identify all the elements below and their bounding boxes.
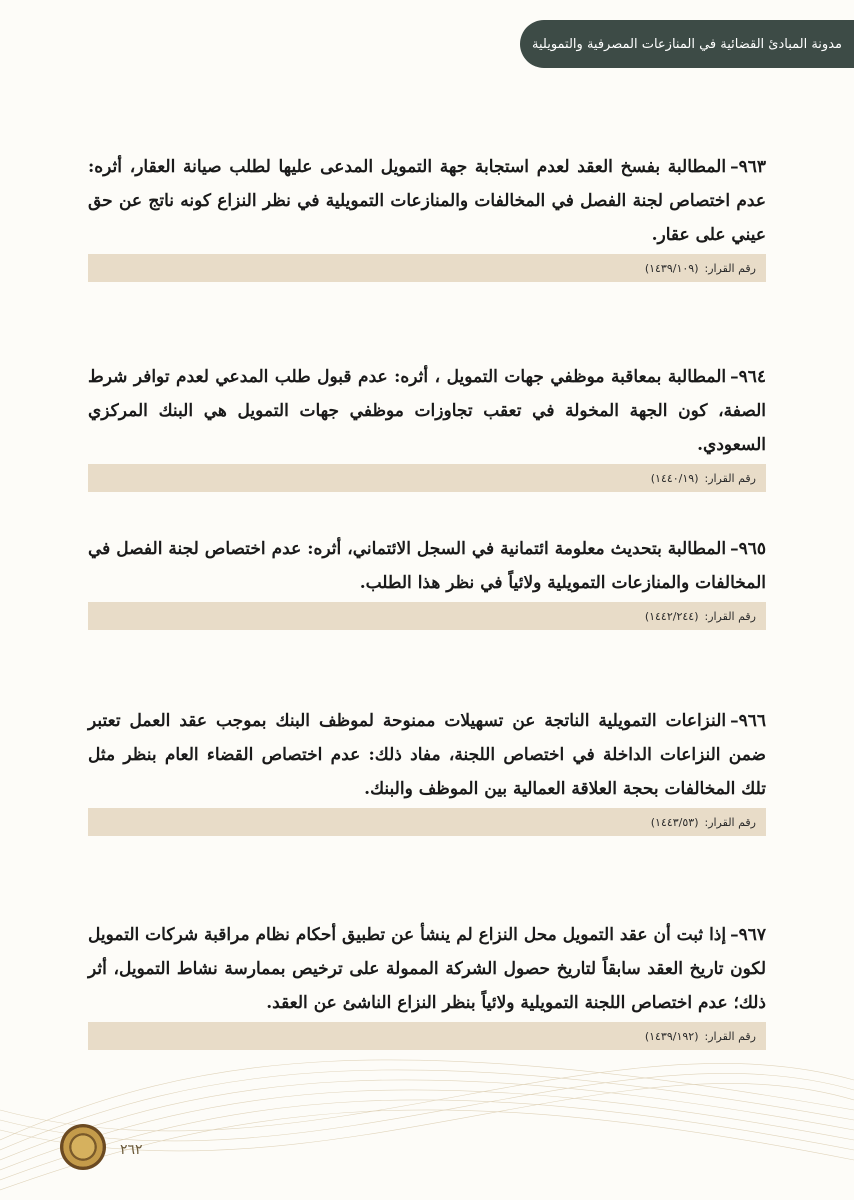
decision-ref-bar <box>88 254 766 282</box>
entry-number: ٩٦٥– <box>730 539 766 559</box>
entry-text <box>88 150 766 252</box>
ref-value: (١٤٣٩/١٠٩) <box>644 261 699 275</box>
entry-number: ٩٦٦– <box>730 711 766 731</box>
page-number: ٢٦٢ <box>120 1142 143 1158</box>
entry-body: المطالبة بتحديث معلومة ائتمانية في السجل الائتماني، أثره: عدم اختصاص لجنة الفصل في المخالفات والمنازعات التمويلية ولائياً في نظر هذا الطلب. <box>88 539 766 593</box>
ref-label: رقم القرار: <box>704 1029 756 1043</box>
entry-963 <box>88 150 766 282</box>
entry-number: ٩٦٧– <box>730 925 766 945</box>
entry-text <box>88 704 766 806</box>
entry-body: إذا ثبت أن عقد التمويل محل النزاع لم ينشأ عن تطبيق أحكام نظام مراقبة شركات التمويل لكون تاريخ العقد سابقاً لتاريخ حصول الشركة الممولة على ترخيص بممارسة نشاط التمويل، أثر ذلك؛ عدم اختصاص اللجنة التمويلية ولائياً بنظر النزاع الناشئ عن العقد. <box>88 925 766 1013</box>
entry-text <box>88 532 766 600</box>
decision-ref-bar <box>88 464 766 492</box>
entry-body: المطالبة بمعاقبة موظفي جهات التمويل ، أثره: عدم قبول طلب المدعي لعدم توافر شرط الصفة، كون الجهة المخولة في تعقب تجاوزات موظفي جهات التمويل هي البنك المركزي السعودي. <box>88 367 766 455</box>
decision-ref-bar <box>88 808 766 836</box>
entry-text <box>88 360 766 462</box>
ref-label: رقم القرار: <box>704 815 756 829</box>
entry-966 <box>88 704 766 836</box>
entry-body: المطالبة بفسخ العقد لعدم استجابة جهة التمويل المدعى عليها لطلب صيانة العقار، أثره: عدم اختصاص لجنة الفصل في المخالفات والمنازعات التمويلية في نظر النزاع كونه ناتج عن حق عيني على عقار. <box>88 157 766 245</box>
entry-number: ٩٦٣– <box>730 157 766 177</box>
ref-value: (١٤٤٠/١٩) <box>650 471 699 485</box>
entry-number: ٩٦٤– <box>730 367 766 387</box>
header-bar <box>520 20 854 68</box>
ref-value: (١٤٤٢/٢٤٤) <box>644 609 699 623</box>
entry-965 <box>88 532 766 630</box>
ref-label: رقم القرار: <box>704 471 756 485</box>
ref-label: رقم القرار: <box>704 609 756 623</box>
entry-964 <box>88 360 766 492</box>
ref-value: (١٤٣٩/١٩٢) <box>644 1029 699 1043</box>
entry-body: النزاعات التمويلية الناتجة عن تسهيلات ممنوحة لموظف البنك بموجب عقد العمل تعتبر ضمن النزاعات الداخلة في اختصاص اللجنة، مفاد ذلك: عدم اختصاص القضاء العام بنظر مثل تلك المخالفات بحجة العلاقة العمالية بين الموظف والبنك. <box>88 711 766 799</box>
page-header-title: مدونة المبادئ القضائية في المنازعات المصرفية والتمويلية <box>532 36 842 52</box>
decision-ref-bar <box>88 602 766 630</box>
seal-emblem-icon <box>60 1124 106 1170</box>
decorative-wave-pattern <box>0 990 854 1200</box>
ref-label: رقم القرار: <box>704 261 756 275</box>
ref-value: (١٤٤٣/٥٣) <box>650 815 699 829</box>
